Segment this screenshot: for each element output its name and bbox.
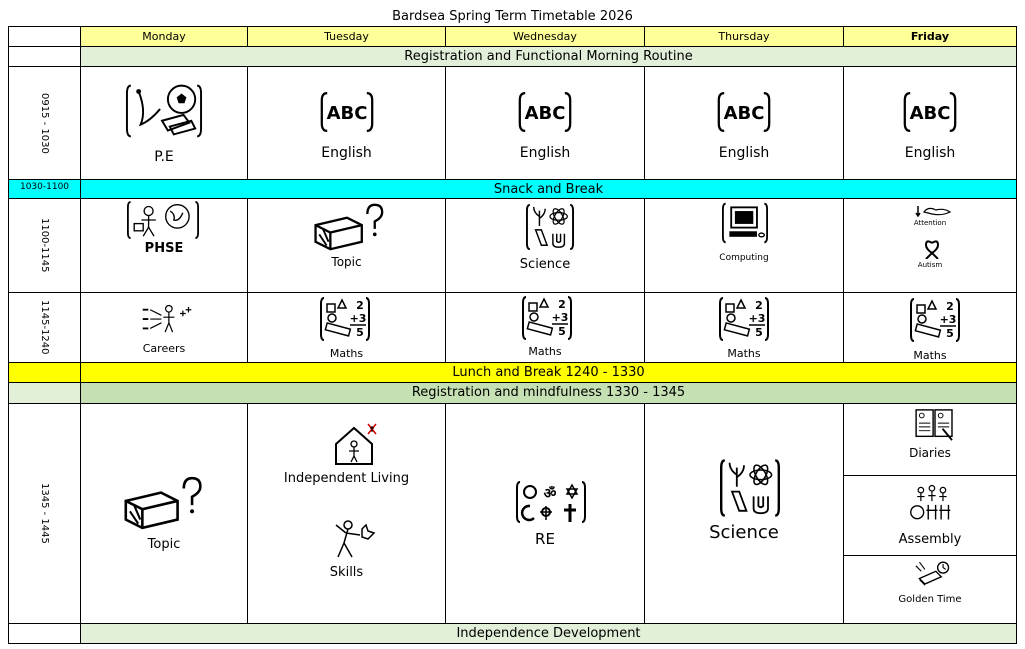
day-header-monday: Monday [80,26,248,47]
lesson-friday-attention-autism [843,198,1017,293]
topic-parcel-icon [310,201,384,253]
time-cell-1100 [8,198,81,293]
lesson-label: Maths [727,347,761,360]
day-header-wednesday: Wednesday [445,26,645,47]
lesson-thursday-maths [644,292,844,363]
lesson-label: English [519,145,571,161]
registration-afternoon-time-cell [8,382,81,404]
lesson-monday-phse [80,198,248,293]
phse-icon [127,200,199,240]
lesson-label: Topic [147,537,181,552]
lesson-label-attention: Attention [913,219,947,227]
time-label: 1145-1240 [39,300,50,355]
abc-icon [518,85,572,139]
abc-icon [717,85,771,139]
abc-icon [903,85,957,139]
maths-icon [320,296,370,342]
lesson-label: P.E [154,149,174,165]
lesson-thursday-english [644,66,844,180]
registration-afternoon-band: Registration and mindfulness 1330 - 1345 [80,382,1017,404]
lesson-label-skills: Skills [329,565,364,580]
registration-morning-band: Registration and Functional Morning Routine [80,46,1017,67]
band-time-blank [8,46,81,67]
lesson-monday-pe [80,66,248,180]
skills-icon [330,517,380,561]
time-cell-1345 [8,403,81,624]
assembly-icon [908,484,954,522]
lesson-label: Maths [329,347,364,360]
computer-icon [722,201,768,245]
lesson-label: Careers [142,342,186,355]
lesson-label: English [904,145,956,161]
corner-cell [8,26,81,47]
lunch-time-cell [8,362,81,383]
diary-icon [914,408,956,442]
day-header-tuesday: Tuesday [247,26,446,47]
lesson-tuesday-independent-living-skills [247,403,446,624]
lesson-wednesday-english [445,66,645,180]
lesson-label-independent-living: Independent Living [283,471,410,486]
lesson-friday-golden-time [843,555,1017,624]
day-header-thursday: Thursday [644,26,844,47]
lesson-label: Diaries [909,446,951,460]
maths-icon [719,296,769,342]
attention-icon [914,204,954,218]
careers-icon [139,303,195,337]
lesson-friday-diaries [843,403,1017,476]
house-icon [332,422,382,466]
timetable-title: Bardsea Spring Term Timetable 2026 [392,9,633,24]
time-cell-0915 [8,66,81,180]
lesson-tuesday-maths [247,292,446,363]
lesson-wednesday-re [445,403,645,624]
golden-time-icon [914,560,954,588]
time-label: 1345 - 1445 [39,483,50,544]
lesson-friday-english [843,66,1017,180]
lesson-label: Science [709,522,779,543]
science-icon [720,458,780,518]
lesson-label: Computing [719,253,769,263]
time-cell-1030: 1030-1100 [8,179,81,199]
maths-icon [910,297,960,343]
independence-development-band: Independence Development [80,623,1017,644]
lesson-wednesday-science [445,198,645,293]
lesson-label: Maths [913,349,947,362]
lesson-label-autism: Autism [917,261,943,269]
time-label: 1100-1145 [39,218,50,273]
lesson-friday-maths [843,292,1017,363]
lesson-label: English [718,145,770,161]
lesson-thursday-science [644,403,844,624]
lesson-monday-careers [80,292,248,363]
lesson-tuesday-english [247,66,446,180]
lesson-label: Golden Time [898,594,962,605]
time-label: 0915 - 1030 [39,92,50,154]
snack-break-band: Snack and Break [80,179,1017,199]
religions-icon [516,480,586,524]
lesson-label: Maths [528,345,562,358]
lesson-monday-topic [80,403,248,624]
autism-ribbon-icon [920,239,944,259]
lunch-break-band: Lunch and Break 1240 - 1330 [80,362,1017,383]
lesson-tuesday-topic [247,198,446,293]
time-cell-1145 [8,292,81,363]
independence-time-cell [8,623,81,644]
topic-parcel-icon [119,474,203,532]
lesson-label: Topic [331,255,362,269]
science-icon [526,203,574,251]
lesson-thursday-computing [644,198,844,293]
lesson-label: Science [519,257,571,272]
abc-icon [320,85,374,139]
lesson-label: English [321,145,372,161]
maths-icon [522,295,572,341]
lesson-wednesday-maths [445,292,645,363]
lesson-label: Assembly [898,532,962,547]
pe-equipment-icon [125,81,203,141]
lesson-friday-assembly [843,475,1017,556]
day-header-friday: Friday [843,26,1017,47]
lesson-label: RE [535,530,555,548]
lesson-label: PHSE [144,241,184,256]
